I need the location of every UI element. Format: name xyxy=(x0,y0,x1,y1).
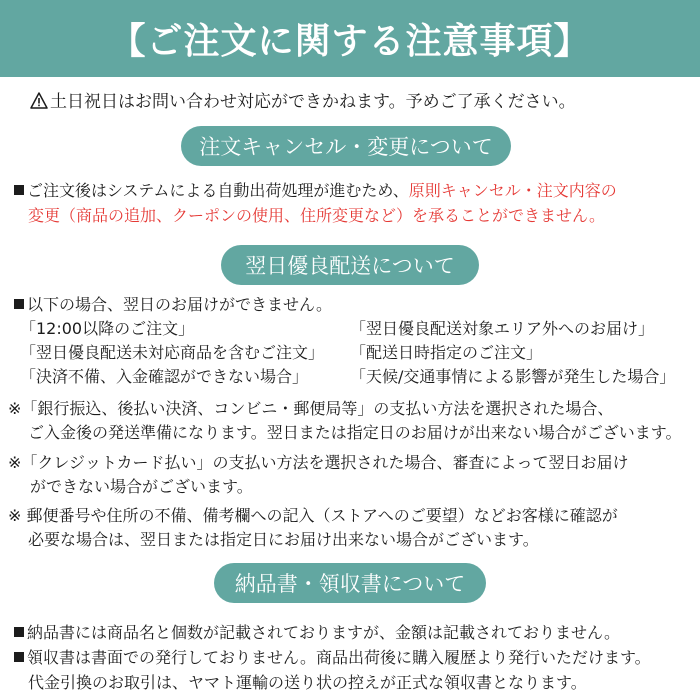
receipt-line-1 xyxy=(14,622,620,644)
bullet-square-icon xyxy=(14,627,24,637)
delivery-note-2-line-1: ※「クレジットカード払い」の支払い方法を選択された場合、審査によって翌日お届け xyxy=(8,453,629,472)
delivery-item-right: 「翌日優良配送対象エリア外へのお届け」 xyxy=(350,319,655,338)
delivery-note-3-line-1: ※ 郵便番号や住所の不備、備考欄への記入（ストアへのご要望）などお客様に確認が xyxy=(8,506,618,525)
delivery-note-3-line-2: 必要な場合は、翌日または指定日にお届け出来ない場合がございます。 xyxy=(28,530,539,549)
section-delivery-heading xyxy=(221,245,479,285)
delivery-item-right: 「天候/交通事情による影響が発生した場合」 xyxy=(350,367,676,386)
bullet-square-icon xyxy=(14,652,24,662)
cancel-line-1 xyxy=(14,180,617,202)
section-cancel-title: 注文キャンセル・変更について xyxy=(199,135,493,159)
delivery-intro xyxy=(14,294,332,316)
receipt-text-1: 納品書には商品名と個数が記載されておりますが、金額は記載されておりません。 xyxy=(27,623,620,642)
warning-icon xyxy=(30,92,48,109)
delivery-item-right: 「配送日時指定のご注文」 xyxy=(350,343,543,362)
bullet-square-icon xyxy=(14,185,24,195)
cancel-line-2: 変更（商品の追加、クーポンの使用、住所変更など）を承ることができません。 xyxy=(28,206,605,225)
section-cancel-heading xyxy=(181,126,511,166)
receipt-line-2 xyxy=(14,647,651,669)
cancel-text-black: ご注文後はシステムによる自動出荷処理が進むため、 xyxy=(27,181,409,200)
section-receipt-heading xyxy=(214,563,486,603)
delivery-item-left: 「決済不備、入金確認ができない場合」 xyxy=(20,367,309,386)
notice-line xyxy=(30,91,576,113)
section-delivery-title: 翌日優良配送について xyxy=(245,254,455,278)
cancel-text-red: 原則キャンセル・注文内容の xyxy=(408,181,617,200)
delivery-item-left: 「12:00以降のご注文」 xyxy=(20,319,195,338)
header-banner xyxy=(0,0,700,77)
delivery-note-1-line-1: ※「銀行振込、後払い決済、コンビニ・郵便局等」の支払い方法を選択された場合、 xyxy=(8,399,614,418)
section-receipt-title: 納品書・領収書について xyxy=(234,572,466,596)
bullet-square-icon xyxy=(14,299,24,309)
receipt-line-3: 代金引換のお取引は、ヤマト運輸の送り状の控えが正式な領収書となります。 xyxy=(28,673,587,692)
delivery-note-1-line-2: ご入金後の発送準備になります。翌日または指定日のお届けが出来ない場合がございます。 xyxy=(28,423,682,442)
page-title: 【ご注文に関する注意事項】 xyxy=(109,21,591,62)
notice-text: 土日祝日はお問い合わせ対応ができかねます。予めご了承ください。 xyxy=(50,92,576,112)
delivery-intro-text: 以下の場合、翌日のお届けができません。 xyxy=(27,295,332,314)
delivery-item-left: 「翌日優良配送未対応商品を含むご注文」 xyxy=(20,343,325,362)
delivery-note-2-line-2: ができない場合がございます。 xyxy=(30,477,253,496)
receipt-text-2: 領収書は書面での発行しておりません。商品出荷後に購入履歴より発行いただけます。 xyxy=(27,648,651,667)
